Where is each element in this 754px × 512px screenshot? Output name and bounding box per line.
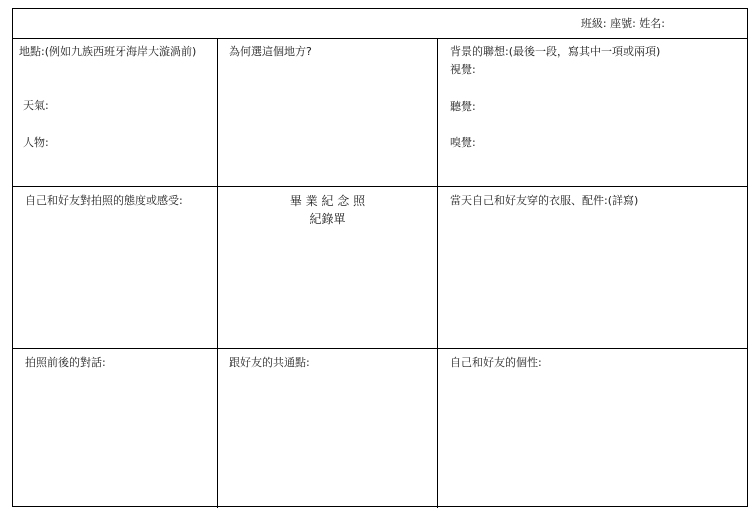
weather-label: 天氣: bbox=[23, 99, 49, 112]
title-cell bbox=[218, 187, 438, 349]
clothes-cell[interactable] bbox=[438, 187, 747, 349]
dialogue-label: 拍照前後的對話: bbox=[25, 356, 106, 369]
common-cell[interactable] bbox=[218, 349, 438, 508]
why-label: 為何選這個地方? bbox=[229, 45, 312, 58]
header-row bbox=[13, 9, 747, 39]
clothes-label: 當天自己和好友穿的衣服、配件:(詳寫) bbox=[450, 194, 639, 207]
personality-label: 自己和好友的個性: bbox=[450, 356, 542, 369]
dialogue-cell[interactable] bbox=[13, 349, 218, 508]
class-seat-name-label: 班級: 座號: 姓名: bbox=[580, 17, 665, 30]
location-cell[interactable] bbox=[13, 39, 218, 187]
record-sheet bbox=[12, 8, 748, 507]
why-cell[interactable] bbox=[218, 39, 438, 187]
hearing-label: 聽覺: bbox=[450, 100, 476, 113]
attitude-label: 自己和好友對拍照的態度或感受: bbox=[25, 194, 183, 207]
people-label: 人物: bbox=[23, 136, 49, 149]
record-grid bbox=[13, 39, 747, 508]
record-title-line2: 紀錄單 bbox=[309, 212, 346, 226]
personality-cell[interactable] bbox=[438, 349, 747, 508]
location-label: 地點:(例如九族西班牙海岸大漩渦前) bbox=[19, 45, 197, 58]
background-label: 背景的聯想:(最後一段，寫其中一項或兩項) bbox=[450, 45, 661, 58]
smell-label: 嗅覺: bbox=[450, 136, 476, 149]
background-cell[interactable] bbox=[438, 39, 747, 187]
record-title-line1: 畢 業 紀 念 照 bbox=[289, 194, 366, 208]
common-label: 跟好友的共通點: bbox=[229, 356, 310, 369]
sight-label: 視覺: bbox=[450, 63, 476, 76]
attitude-cell[interactable] bbox=[13, 187, 218, 349]
